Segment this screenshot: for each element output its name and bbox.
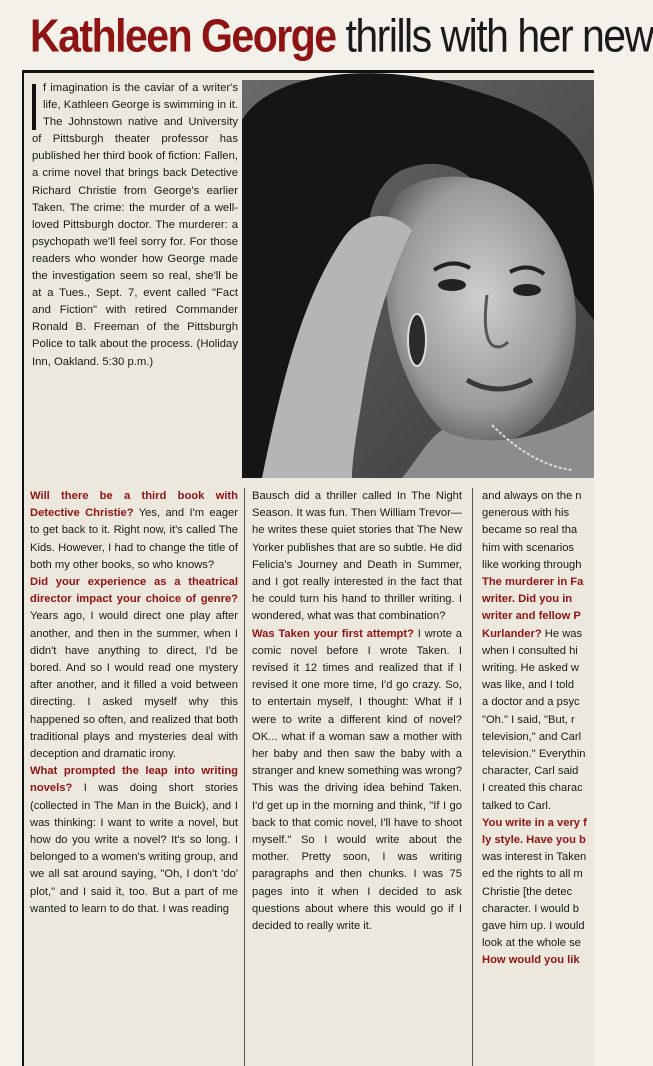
column-3-line — [482, 540, 594, 557]
column-3-line — [482, 918, 594, 935]
answer-continued: Bausch did a thriller called In The Night Season. It was fun. Then William Trevor—he writes these quiet stories that The New Yorker publishes that are so subtle. He did Felicia's Journey and Death in Summer, and I got really interested in the fact that he could turn his hand to thriller writing. I wondered, what was that combination? — [252, 490, 462, 623]
column-3-line — [482, 798, 594, 815]
text-fragment: when I consulted hi — [482, 644, 578, 657]
question: What prompted the leap into writing novels? — [30, 765, 238, 795]
headline-name: Kathleen George — [30, 10, 336, 62]
question-fragment: writer. Did you in — [482, 593, 573, 606]
column-3-line — [482, 729, 594, 746]
column-3-line — [482, 694, 594, 711]
intro-paragraph — [32, 80, 238, 371]
text-fragment: character, Carl said — [482, 765, 579, 778]
column-3-line — [482, 712, 594, 729]
column-1 — [30, 488, 238, 1066]
answer: I was doing short stories (collected in The Man in the Buick), and I was thinking: I want to write a novel, but how do you write a novel? It's so long. I belonged to a women's writing group, and we all sat around saying, "Oh, I don't 'do' plot," and I said it, too. But a part of me wanted to learn to do that. I was reading — [30, 782, 238, 915]
column-3-line — [482, 574, 594, 591]
question-fragment: Kurlander? — [482, 627, 542, 640]
text-fragment: Christie [the detec — [482, 885, 573, 898]
qa-block — [252, 626, 462, 936]
question-fragment: How would you lik — [482, 954, 580, 967]
column-3-line — [482, 591, 594, 608]
column-3-line — [482, 660, 594, 677]
qa-block — [30, 763, 238, 918]
question-fragment: ly style. Have you b — [482, 834, 586, 847]
column-3-line — [482, 763, 594, 780]
question: Was Taken your first attempt? — [252, 627, 414, 640]
headline — [30, 0, 653, 72]
author-photo — [242, 80, 594, 478]
text-fragment: generous with his — [482, 507, 570, 520]
text-fragment: television." Everythin — [482, 748, 586, 761]
column-3-line — [482, 866, 594, 883]
left-rule — [22, 73, 24, 1066]
question-fragment: The murderer in Fa — [482, 576, 584, 589]
column-3-line — [482, 952, 594, 969]
qa-block — [30, 574, 238, 763]
text-fragment: him with scenarios — [482, 541, 575, 554]
text-fragment: "Oh." I said, "But, r — [482, 713, 575, 726]
column-3-line — [482, 901, 594, 918]
column-3-line — [482, 815, 594, 832]
text-fragment: look at the whole se — [482, 937, 581, 950]
column-3-line — [482, 608, 594, 625]
text-fragment: talked to Carl. — [482, 799, 552, 812]
column-3-line — [482, 488, 594, 505]
text-fragment: gave him up. I would — [482, 920, 585, 933]
column-3-line — [482, 746, 594, 763]
text-fragment: television," and Carl — [482, 730, 582, 743]
column-3-line — [482, 643, 594, 660]
text-fragment: I created this charac — [482, 782, 583, 795]
column-3-line — [482, 626, 594, 643]
column-3-line — [482, 677, 594, 694]
column-divider — [472, 488, 473, 1066]
intro-text: f imagination is the caviar of a writer's life, Kathleen George is swimming in it. The Johnstown native and University of Pittsburgh theater professor has published her third book of fiction: Fallen, a crime novel that brings back Detective Richard Christie from George's earlier Taken. The crime: the murder of a well-loved Pittsburgh doctor. The murderer: a psychopath we'll feel sorry for. For those readers who wonder how George made the investigation seem so real, she'll be at a Tues., Sept. 7, event called "Fact and Fiction" with retired Commander Ronald B. Freeman of the Pittsburgh Police to talk about the process. (Holiday Inn, Oakland. 5:30 p.m.) — [32, 82, 238, 368]
portrait-illustration — [242, 80, 594, 478]
question: Did your experience as a theatrical director impact your choice of genre? — [30, 576, 238, 606]
drop-cap-bar — [32, 84, 36, 130]
text-fragment: writing. He asked w — [482, 662, 579, 675]
text-fragment: like working through — [482, 558, 582, 571]
text-fragment: became so real tha — [482, 524, 578, 537]
answer: Years ago, I would direct one play after another, and then in the summer, when I didn't have anything to direct, I'd be bored. And so I would read one mystery after another, and it filled a void between directing. I asked myself why this happened so often, and realized that both traditional plays and mysteries deal with deception and dramatic irony. — [30, 610, 238, 761]
question: Will there be a third book with Detective Christie? — [30, 490, 238, 520]
column-3-line — [482, 935, 594, 952]
text-fragment: a doctor and a psyc — [482, 696, 580, 709]
qa-block — [30, 488, 238, 574]
column-3-line — [482, 505, 594, 522]
question-fragment: writer and fellow P — [482, 610, 581, 623]
column-2 — [252, 488, 462, 1066]
text-fragment: He was — [541, 627, 583, 640]
answer: I wrote a comic novel before I wrote Taken. I revised it 12 times and realized that if I revised it one more time, I'd go crazy. So, to entertain myself, I thought: What if I were to write a different kind of novel? OK... what if a woman saw a mother with her baby and then saw the baby with a stranger and knew something was wrong? This was the driving idea behind Taken. I'd get up in the morning and think, "If I go back to that comic novel, I'll have to shoot myself." So I would write about the mother. Pretty soon, I was writing paragraphs and then chunks. I was 75 pages into it when I decided to ask questions about where this would go if I decided to really write it. — [252, 627, 462, 933]
text-fragment: character. I would b — [482, 902, 580, 915]
column-3-line — [482, 780, 594, 797]
column-divider — [244, 488, 245, 1066]
column-3-line — [482, 557, 594, 574]
question-fragment: You write in a very f — [482, 816, 587, 829]
column-3-line — [482, 884, 594, 901]
text-fragment: and always on the n — [482, 490, 582, 502]
top-rule — [22, 70, 594, 73]
column-3-line — [482, 522, 594, 539]
answer: Yes, and I'm eager to get back to it. Right now, it's called The Kids. However, I had to change the title of both my other books, so who knows? — [30, 507, 238, 571]
column-3-line — [482, 849, 594, 866]
headline-rest: thrills with her new — [335, 10, 653, 62]
text-fragment: was like, and I told — [482, 679, 575, 692]
text-fragment: ed the rights to all m — [482, 868, 583, 881]
column-3 — [482, 488, 594, 1066]
text-fragment: was interest in Taken — [482, 851, 587, 864]
column-3-line — [482, 832, 594, 849]
